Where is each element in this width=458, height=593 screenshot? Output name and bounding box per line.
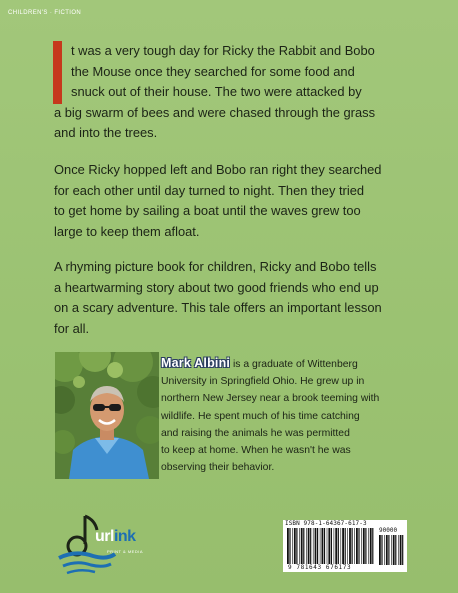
isbn-text: ISBN 978-1-64367-617-3 xyxy=(285,520,367,527)
barcode-bar xyxy=(292,528,293,564)
synopsis-paragraph-3 xyxy=(54,257,426,339)
barcode-bar xyxy=(306,528,307,564)
publisher-wordmark-main: url xyxy=(95,528,114,545)
barcode-bar xyxy=(315,528,317,564)
isbn-barcode xyxy=(283,520,407,572)
synopsis-line: and into the trees. xyxy=(54,125,158,140)
bio-line: observing their behavior. xyxy=(161,462,275,474)
barcode-bar xyxy=(386,535,388,565)
synopsis-line: a heartwarming story about two good friends who end up xyxy=(54,279,379,295)
barcode-bar xyxy=(327,528,328,564)
barcode-bar xyxy=(303,528,304,564)
category-label: CHILDREN'S · FICTION xyxy=(8,10,82,16)
barcode-bar xyxy=(352,528,353,564)
barcode-bar xyxy=(395,535,396,565)
barcode-bar xyxy=(354,528,355,564)
barcode-bar xyxy=(341,528,342,564)
bio-line: is a graduate of Wittenberg xyxy=(230,359,358,370)
synopsis-line: a big swarm of bees and were chased through the grass xyxy=(54,104,376,120)
synopsis-line: large to keep them afloat. xyxy=(54,223,200,239)
barcode-bar xyxy=(365,528,366,564)
barcode-bar xyxy=(358,528,359,564)
synopsis-line: on a scary adventure. This tale offers an important lesson xyxy=(54,300,382,315)
barcode-bar xyxy=(338,528,339,564)
barcode-bar xyxy=(313,528,314,564)
barcode-bar xyxy=(349,528,351,564)
barcode-bar xyxy=(372,528,373,564)
barcode-bar xyxy=(356,528,358,564)
barcode-digits: 9 781643 676173 xyxy=(288,564,352,571)
synopsis-line: A rhyming picture book for children, Ricky and Bobo tells xyxy=(54,259,377,274)
synopsis-line: Once Ricky hopped left and Bobo ran right they searched xyxy=(54,162,382,177)
barcode-bar xyxy=(363,528,365,564)
barcode-bar xyxy=(370,528,372,564)
barcode-bar xyxy=(398,535,399,565)
synopsis-line: snuck out of their house. The two were attacked by xyxy=(71,84,362,99)
barcode-bar xyxy=(368,528,369,564)
bio-line: to keep at home. When he wasn't he was xyxy=(161,445,351,457)
barcode-bar xyxy=(381,535,382,565)
barcode-bar xyxy=(308,528,310,564)
synopsis-line: the Mouse once they searched for some food and xyxy=(71,63,355,79)
bio-line: and raising the animals he was permitted xyxy=(161,427,350,439)
barcode-bar xyxy=(331,528,332,564)
barcode-bar xyxy=(317,528,318,564)
barcode-bars-addon xyxy=(379,535,405,565)
barcode-bar xyxy=(294,528,296,564)
price-code-text: 90000 xyxy=(379,527,398,534)
synopsis-paragraph-2 xyxy=(54,160,426,242)
barcode-bar xyxy=(320,528,321,564)
author-photo-illustration xyxy=(55,352,159,479)
publisher-logo xyxy=(55,510,165,576)
barcode-bar xyxy=(345,528,346,564)
publisher-tagline: PRINT & MEDIA xyxy=(107,549,143,554)
barcode-bar xyxy=(324,528,325,564)
barcode-bar xyxy=(287,528,289,564)
barcode-bar xyxy=(361,528,362,564)
barcode-bar xyxy=(289,528,290,564)
barcode-bar xyxy=(384,535,385,565)
barcode-bar xyxy=(301,528,303,564)
bio-line: wildlife. He spent much of his time catching xyxy=(161,410,360,422)
barcode-bar xyxy=(400,535,402,565)
barcode-bar xyxy=(347,528,348,564)
author-photo xyxy=(55,352,159,479)
barcode-bar xyxy=(310,528,311,564)
publisher-wordmark xyxy=(95,528,136,546)
barcode-bar xyxy=(334,528,335,564)
synopsis-line: t was a very tough day for Ricky the Rabbit and Bobo xyxy=(71,43,375,58)
publisher-wordmark-sub: ink xyxy=(113,528,136,545)
barcode-bar xyxy=(342,528,344,564)
synopsis-line: for each other until day turned to night. Then they tried xyxy=(54,182,365,198)
synopsis-line: to get home by sailing a boat until the waves grew too xyxy=(54,203,361,218)
bio-line: northern New Jersey near a brook teeming with xyxy=(161,393,380,405)
barcode-bar xyxy=(296,528,297,564)
barcode-bar xyxy=(299,528,300,564)
synopsis-paragraph-1 xyxy=(54,41,426,144)
barcode-bar xyxy=(402,535,403,565)
barcode-bar xyxy=(388,535,389,565)
synopsis-line: for all. xyxy=(54,320,90,336)
barcode-bar xyxy=(379,535,381,565)
barcode-bars-main xyxy=(287,528,377,564)
bio-line: University in Springfield Ohio. He grew up in xyxy=(161,376,365,388)
barcode-bar xyxy=(322,528,324,564)
author-bio xyxy=(161,355,421,476)
barcode-bar xyxy=(391,535,392,565)
barcode-bar xyxy=(393,535,395,565)
barcode-bar xyxy=(328,528,330,564)
barcode-bar xyxy=(335,528,337,564)
author-name: Mark Albini xyxy=(161,356,231,370)
